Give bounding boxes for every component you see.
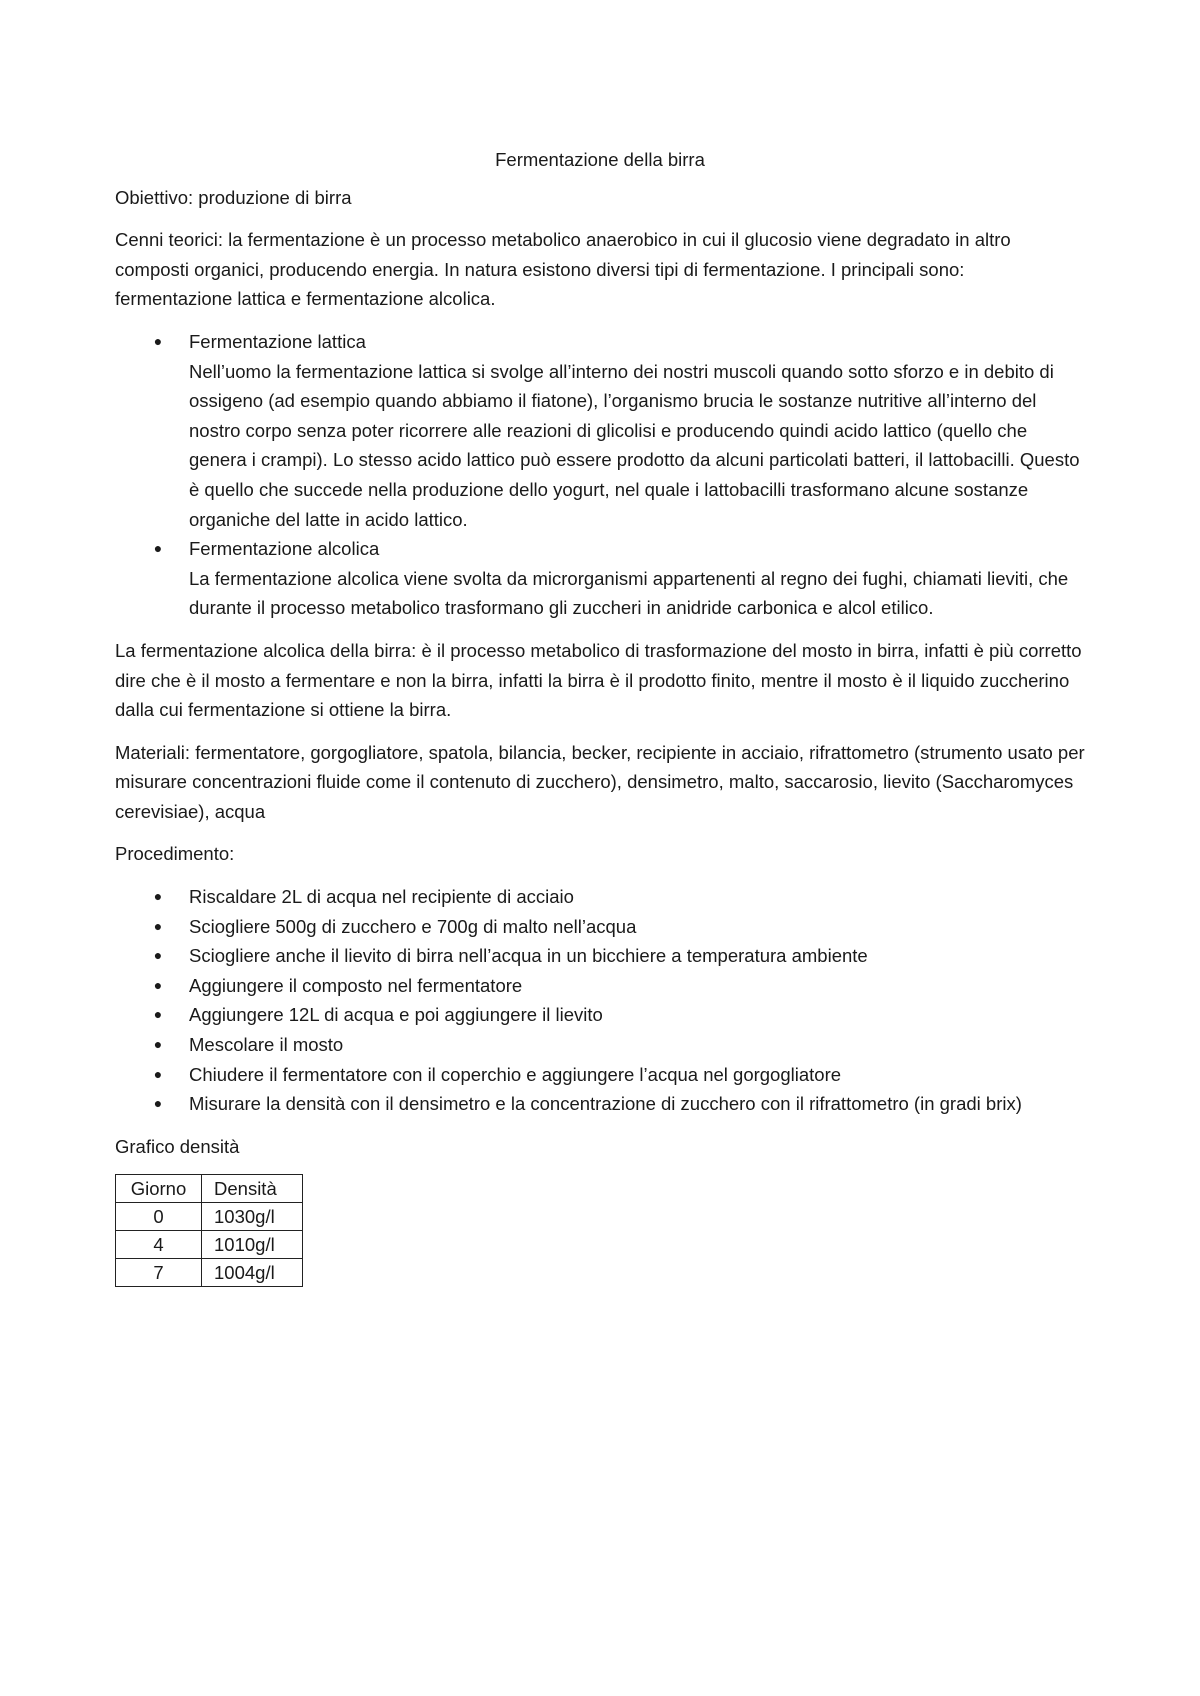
bullet-icon: ● [153,888,163,905]
list-item [115,882,1085,912]
bullet-icon: ● [153,917,163,934]
step-text: Sciogliere anche il lievito di birra nell’acqua in un bicchiere a temperatura ambiente [189,945,868,967]
table-row [116,1231,303,1259]
list-item [115,1030,1085,1060]
procedure-steps-list [115,882,1085,1119]
list-item [115,941,1085,971]
step-text: Mescolare il mosto [189,1034,344,1056]
list-item [115,1000,1085,1030]
theory-paragraph: Cenni teorici: la fermentazione è un processo metabolico anaerobico in cui il glucosio viene degradato in altro composti organici, producendo energia. In natura esistono diversi tipi di fermentazione. I principali sono: fermentazione lattica e fermentazione alcolica. [115,229,1011,310]
bullet-icon: ● [153,1036,163,1053]
beer-fermentation-paragraph: La fermentazione alcolica della birra: è il processo metabolico di trasformazione del mosto in birra, infatti è più corretto dire che è il mosto a fermentare e non la birra, infatti la birra è il prodotto finito, mentre il mosto è il liquido zuccherino dalla cui fermentazione si ottiene la birra. [115,639,1082,721]
bullet-icon: ● [153,976,163,993]
topic-heading: Fermentazione alcolica [189,538,380,560]
list-item [115,1060,1085,1090]
list-item [115,327,1085,534]
step-text: Misurare la densità con il densimetro e la concentrazione di zucchero con il rifrattometro (in gradi brix) [189,1093,1022,1115]
table-cell-density: 1004g/l [202,1259,303,1287]
bullet-icon: ● [153,1006,163,1023]
column-header-day: Giorno [116,1175,202,1203]
table-header-row [116,1175,303,1203]
step-text: Chiudere il fermentatore con il coperchio e aggiungere l’acqua nel gorgogliatore [189,1063,842,1085]
topic-body: La fermentazione alcolica viene svolta da microrganismi appartenenti al regno dei fughi, chiamati lieviti, che durante il processo metabolico trasformano gli zuccheri in anidride carbonica e alcol etilico. [189,567,1069,619]
bullet-icon: ● [153,1065,163,1082]
bullet-icon: ● [153,332,163,349]
list-item [115,912,1085,942]
topic-body: Nell’uomo la fermentazione lattica si svolge all’interno dei nostri muscoli quando sotto sforzo e in debito di ossigeno (ad esempio quando abbiamo il fiatone), l’organismo brucia le sostanze nutritive all’interno del nostro corpo senza poter ricorrere alle reazioni di glicolisi e producendo quindi acido lattico (quello che genera i crampi). Lo stesso acido lattico può essere prodotto da alcuni particolati batteri, il lattobacilli. Questo è quello che succede nella produzione dello yogurt, nel quale i lattobacilli trasformano alcune sostanze organiche del latte in acido lattico. [189,360,1080,530]
list-item [115,1089,1085,1119]
list-item [115,534,1085,623]
objective-paragraph: Obiettivo: produzione di birra [115,186,352,208]
topic-heading: Fermentazione lattica [189,330,366,352]
table-cell-day: 0 [116,1203,202,1231]
document-page [115,145,1085,1287]
table-cell-day: 7 [116,1259,202,1287]
materials-paragraph: Materiali: fermentatore, gorgogliatore, spatola, bilancia, becker, recipiente in acciaio, rifrattometro (strumento usato per misurare concentrazioni fluide come il contenuto di zucchero), densimetro, malto, saccarosio, lievito (Saccharomyces cerevisiae), acqua [115,741,1085,822]
bullet-icon: ● [153,1095,163,1112]
table-cell-density: 1030g/l [202,1203,303,1231]
bullet-icon: ● [153,947,163,964]
step-text: Riscaldare 2L di acqua nel recipiente di acciaio [189,886,574,908]
step-text: Aggiungere il composto nel fermentatore [189,974,523,996]
bullet-icon: ● [153,540,163,557]
table-cell-density: 1010g/l [202,1231,303,1259]
density-table [115,1174,303,1287]
table-row [116,1203,303,1231]
list-item [115,971,1085,1001]
document-title: Fermentazione della birra [495,149,705,170]
density-chart-heading: Grafico densità [115,1135,240,1157]
table-row [116,1259,303,1287]
fermentation-types-list [115,327,1085,623]
step-text: Sciogliere 500g di zucchero e 700g di malto nell’acqua [189,915,637,937]
column-header-density: Densità [202,1175,303,1203]
step-text: Aggiungere 12L di acqua e poi aggiungere il lievito [189,1004,603,1026]
table-cell-day: 4 [116,1231,202,1259]
procedure-heading: Procedimento: [115,843,235,865]
